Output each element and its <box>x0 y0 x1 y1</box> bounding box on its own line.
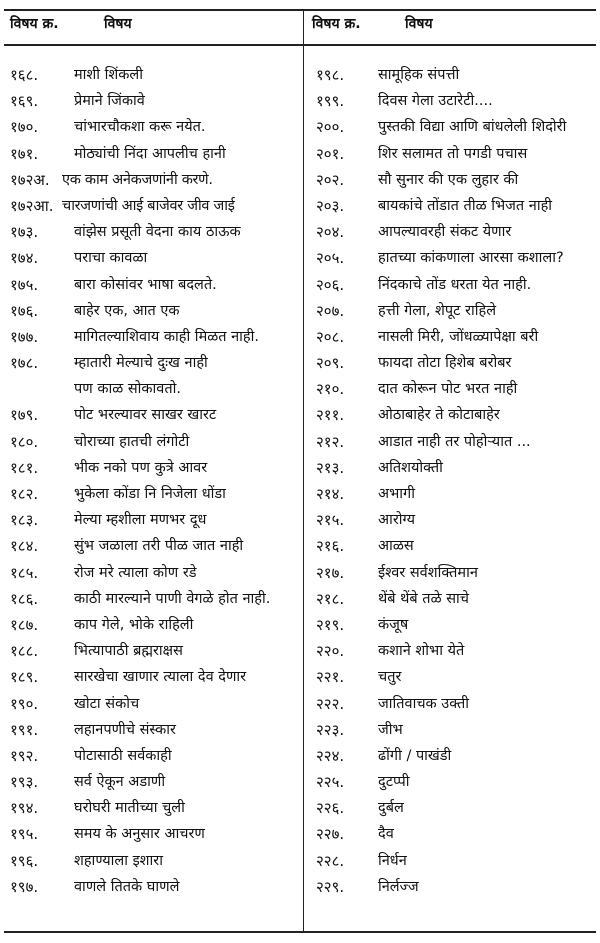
entry-title: ईश्वर सर्वशक्तिमान <box>378 564 478 581</box>
index-entry <box>0 664 300 690</box>
entry-number: २१७. <box>316 563 345 582</box>
entry-title: वांझेस प्रसूती वेदना काय ठाऊक <box>74 224 241 241</box>
entry-title: आडात नाही तर पोहोऱ्यात ... <box>378 433 531 450</box>
entry-number: २१८. <box>316 589 345 608</box>
entry-number: १७४. <box>10 249 39 268</box>
index-entry <box>0 717 300 743</box>
entry-number: २१४. <box>316 485 345 503</box>
entry-number: २२१. <box>316 668 345 687</box>
entry-number: १७०. <box>10 118 39 137</box>
index-entry <box>0 88 300 114</box>
entry-title: जीभ <box>378 721 403 738</box>
index-entry <box>0 62 300 88</box>
index-entry <box>306 586 600 612</box>
entry-number: २२८. <box>316 851 345 870</box>
entry-number: १८१. <box>10 458 39 477</box>
index-entry <box>306 717 600 743</box>
entry-title: अतिशयोक्ती <box>378 459 443 476</box>
column-divider <box>303 9 304 933</box>
left-column-number-heading: विषय क्र. <box>10 16 59 32</box>
entry-title: सौ सुनार की एक लुहार की <box>378 171 519 188</box>
index-entry <box>0 481 300 507</box>
entry-title: पोट भरल्यावर साखर खारट <box>74 407 217 424</box>
index-entry <box>306 114 600 140</box>
index-entry <box>0 193 300 219</box>
entry-title: घरोघरी मातीच्या चुली <box>74 800 185 817</box>
index-entry <box>306 350 600 376</box>
entry-number: १८३. <box>10 511 39 530</box>
index-entry <box>306 167 600 193</box>
entry-number: २०८. <box>316 327 345 346</box>
entry-number: २०७. <box>316 301 345 320</box>
left-column-subject-heading: विषय <box>104 16 132 32</box>
entry-number: १७२अ. <box>10 170 50 189</box>
entry-number: २१२. <box>316 432 345 451</box>
right-column-subject-heading: विषय <box>405 16 433 32</box>
index-entry <box>0 691 300 717</box>
index-entry <box>0 586 300 612</box>
entry-title: बायकांचे तोंडात तीळ भिजत नाही <box>378 197 553 214</box>
entry-number: १८०. <box>10 432 39 451</box>
index-entry <box>0 376 300 402</box>
bottom-rule <box>4 931 596 933</box>
index-entry <box>0 821 300 847</box>
entry-number: १८९. <box>10 668 39 687</box>
entry-title: भित्यापाठी ब्रह्मराक्षस <box>74 643 183 660</box>
entry-title: एक काम अनेकजणांनी करणे. <box>62 171 213 188</box>
index-entry <box>0 141 300 167</box>
index-entry <box>0 219 300 245</box>
index-entry <box>306 874 600 900</box>
entry-title: काप गेले, भोके राहिली <box>74 616 194 633</box>
entry-title: कशाने शोभा येते <box>378 643 465 660</box>
index-entry <box>306 324 600 350</box>
entry-title: पोटासाठी सर्वकाही <box>74 747 172 764</box>
index-entry <box>0 743 300 769</box>
entry-number: १८५. <box>10 563 39 582</box>
entry-title: मेल्या म्हशीला मणभर दूध <box>74 512 207 529</box>
index-entry <box>0 429 300 455</box>
entry-number: २१५. <box>316 511 345 530</box>
index-entry <box>306 560 600 586</box>
entry-number: २०५. <box>316 249 345 268</box>
index-entry <box>306 769 600 795</box>
index-entry <box>306 272 600 298</box>
index-entry <box>306 848 600 874</box>
entry-number: २१६. <box>316 537 345 556</box>
index-entry <box>306 429 600 455</box>
entry-title: चतुर <box>378 669 402 686</box>
entry-title: निर्धन <box>378 852 407 869</box>
right-column-number-heading: विषय क्र. <box>312 16 361 32</box>
index-entry <box>306 638 600 664</box>
index-entry <box>0 455 300 481</box>
entry-number: १७२आ. <box>10 196 54 215</box>
entry-number: २१३. <box>316 458 345 477</box>
entry-number: १६९. <box>10 92 39 111</box>
entry-title: आरोग्य <box>378 512 415 529</box>
entry-number: १९५. <box>10 825 39 844</box>
entry-number: १७१. <box>10 144 39 163</box>
entry-number: १९६. <box>10 851 39 870</box>
entry-number: १७९. <box>10 406 39 425</box>
entry-title: दुर्बल <box>378 800 404 817</box>
entry-title: लहानपणीचे संस्कार <box>74 721 176 738</box>
index-entry <box>0 874 300 900</box>
entry-number: २०२. <box>316 170 345 189</box>
entry-title: मागितल्याशिवाय काही मिळत नाही. <box>74 328 259 345</box>
index-entry <box>306 455 600 481</box>
entry-title: ओठाबाहेर ते कोटाबाहेर <box>378 407 500 424</box>
index-entry <box>0 324 300 350</box>
index-entry <box>0 298 300 324</box>
entry-number: १९३. <box>10 773 39 792</box>
entry-title: समय के अनुसार आचरण <box>74 826 205 843</box>
entry-number: २२३. <box>316 720 345 739</box>
entry-title: हत्ती गेला, शेपूट राहिले <box>378 302 497 319</box>
entry-number: २२९. <box>316 877 345 896</box>
entry-number: १७८. <box>10 354 39 373</box>
index-entry <box>306 402 600 428</box>
entry-title: चारजणांची आई बाजेवर जीव जाई <box>62 197 235 214</box>
entry-number: १८६. <box>10 589 39 608</box>
entry-number: १८८. <box>10 642 39 661</box>
index-entry <box>306 507 600 533</box>
index-entry <box>306 298 600 324</box>
entry-title: फायदा तोटा हिशेब बरोबर <box>378 355 512 372</box>
entry-title: दिवस गेला उटारेटी.... <box>378 93 493 110</box>
entry-title: मोठ्यांची निंदा आपलीच हानी <box>74 145 226 162</box>
index-entry <box>306 664 600 690</box>
index-entry <box>306 141 600 167</box>
entry-title: आपल्यावरही संकट येणार <box>378 224 512 241</box>
entry-title: निर्लज्ज <box>378 878 419 895</box>
entry-number: १६८. <box>10 66 39 84</box>
index-entry <box>0 350 300 376</box>
index-entry <box>0 402 300 428</box>
index-entry <box>306 743 600 769</box>
entry-number: २११. <box>316 406 345 425</box>
index-entry <box>306 193 600 219</box>
entry-number: १९९. <box>316 92 345 111</box>
index-entry <box>0 272 300 298</box>
entry-title: सर्व ऐकून अडाणी <box>74 774 166 791</box>
left-index-list <box>0 62 300 900</box>
right-index-list <box>306 62 600 900</box>
entry-title: दात कोरून पोट भरत नाही <box>378 381 518 398</box>
index-entry <box>0 533 300 559</box>
entry-title: दैव <box>378 826 394 843</box>
index-entry <box>0 560 300 586</box>
index-entry <box>306 533 600 559</box>
index-entry <box>0 638 300 664</box>
index-entry <box>0 245 300 271</box>
entry-number: २२०. <box>316 642 345 661</box>
entry-number: १९७. <box>10 877 39 896</box>
entry-number: २२२. <box>316 694 345 713</box>
entry-number: २१९. <box>316 615 345 634</box>
index-entry <box>0 167 300 193</box>
entry-title: नासली मिरी, जोंधळ्यापेक्षा बरी <box>378 328 539 345</box>
index-entry <box>306 245 600 271</box>
top-rule <box>4 9 596 11</box>
entry-number: २०६. <box>316 275 345 294</box>
entry-number: २००. <box>316 118 345 137</box>
entry-number: १७६. <box>10 301 39 320</box>
entry-number: २०१. <box>316 144 345 163</box>
entry-number: २०४. <box>316 223 345 242</box>
entry-title: प्रेमाने जिंकावे <box>74 93 145 110</box>
entry-number: १९०. <box>10 694 39 713</box>
index-entry <box>0 848 300 874</box>
entry-number: २२६. <box>316 799 345 818</box>
index-entry <box>0 612 300 638</box>
entry-title: जातिवाचक उक्ती <box>378 695 470 712</box>
entry-number: १७७. <box>10 327 39 346</box>
entry-title: चोराच्या हातची लंगोटी <box>74 433 190 450</box>
entry-number: २२७. <box>316 825 345 844</box>
entry-title: म्हातारी मेल्याचे दुःख नाही <box>74 355 208 372</box>
entry-title: पुस्तकी विद्या आणि बांधलेली शिदोरी <box>378 119 567 136</box>
entry-number: २२४. <box>316 746 345 765</box>
entry-number: १८४. <box>10 537 39 556</box>
entry-title: पराचा कावळा <box>74 250 148 267</box>
index-entry <box>0 114 300 140</box>
entry-number: १९८. <box>316 66 345 84</box>
entry-number: २२५. <box>316 773 345 792</box>
entry-number: १८७. <box>10 615 39 634</box>
index-entry <box>306 612 600 638</box>
entry-title: खोटा संकोच <box>74 695 140 712</box>
entry-title: पण काळ सोकावतो. <box>74 381 181 398</box>
entry-title: भीक नको पण कुत्रे आवर <box>74 459 208 476</box>
index-entry <box>306 691 600 717</box>
index-entry <box>306 88 600 114</box>
entry-title: चांभारचौकशा करू नयेत. <box>74 119 206 136</box>
entry-title: अभागी <box>378 486 415 502</box>
entry-title: थेंबे थेंबे तळे साचे <box>378 590 469 607</box>
entry-number: २०९. <box>316 354 345 373</box>
entry-title: काठी मारल्याने पाणी वेगळे होत नाही. <box>74 590 271 607</box>
entry-number: १७३. <box>10 223 39 242</box>
entry-title: सारखेचा खाणार त्याला देव देणार <box>74 669 247 686</box>
entry-number: १९१. <box>10 720 39 739</box>
index-entry <box>306 821 600 847</box>
index-entry <box>306 62 600 88</box>
entry-title: हातच्या कांकणाला आरसा कशाला? <box>378 250 564 267</box>
index-entry <box>306 376 600 402</box>
entry-title: शहाण्याला इशारा <box>74 852 163 869</box>
entry-title: बाहेर एक, आत एक <box>74 302 180 319</box>
index-entry <box>306 219 600 245</box>
index-entry <box>0 795 300 821</box>
entry-number: १९४. <box>10 799 39 818</box>
entry-number: २०३. <box>316 196 345 215</box>
entry-title: माशी शिंकली <box>74 67 143 83</box>
entry-title: सुंभ जळाला तरी पीळ जात नाही <box>74 538 244 555</box>
entry-title: दुटप्पी <box>378 774 410 791</box>
index-entry <box>306 481 600 507</box>
entry-number: १८२. <box>10 485 39 503</box>
index-entry <box>0 769 300 795</box>
header-rule <box>4 44 596 46</box>
index-entry <box>0 507 300 533</box>
entry-title: शिर सलामत तो पगडी पचास <box>378 145 528 162</box>
entry-title: सामूहिक संपत्ती <box>378 67 460 83</box>
entry-title: रोज मरे त्याला कोण रडे <box>74 564 197 581</box>
entry-title: बारा कोसांवर भाषा बदलते. <box>74 276 217 293</box>
entry-number: २१०. <box>316 380 345 399</box>
entry-title: कंजूष <box>378 616 409 633</box>
entry-title: वाणले तितके घाणले <box>74 878 180 895</box>
entry-number: १७५. <box>10 275 39 294</box>
entry-number: १९२. <box>10 746 39 765</box>
entry-title: ढोंगी / पाखंडी <box>378 747 452 764</box>
index-entry <box>306 795 600 821</box>
entry-title: भुकेला कोंडा नि निजेला धोंडा <box>74 486 226 502</box>
entry-title: निंदकाचे तोंड धरता येत नाही. <box>378 276 532 293</box>
entry-title: आळस <box>378 538 414 555</box>
